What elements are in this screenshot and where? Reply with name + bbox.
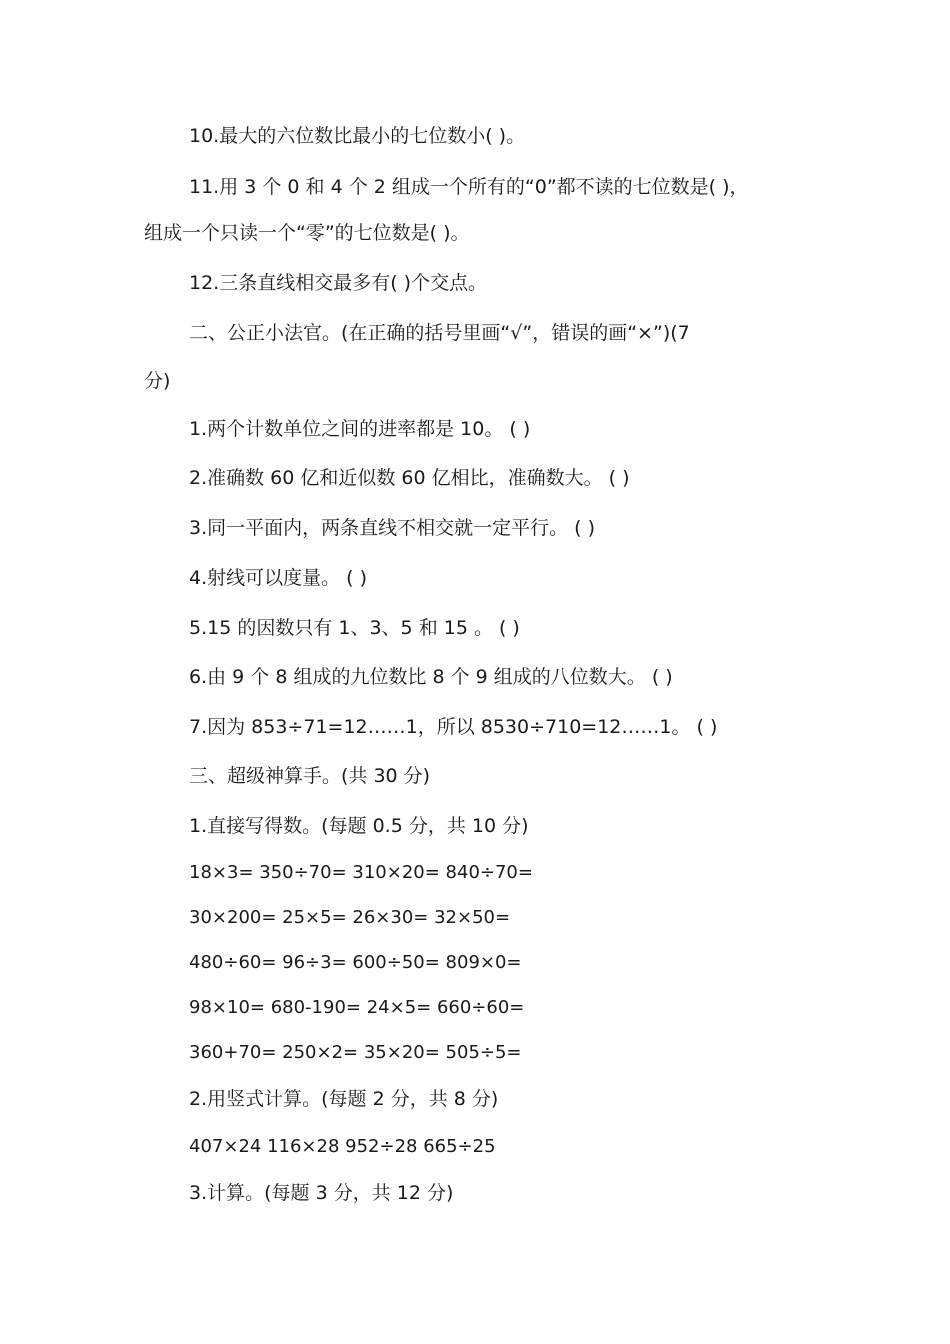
calc-row-2: 30×200= 25×5= 26×30= 32×50= [189, 907, 511, 928]
question-10: 10.最大的六位数比最小的七位数小( )。 [189, 125, 526, 147]
judge-item-4: 4.射线可以度量。 ( ) [189, 567, 368, 589]
subsection-direct-answers: 1.直接写得数。(每题 0.5 分，共 10 分) [189, 815, 529, 837]
question-11-continued: 组成一个只读一个“零”的七位数是( )。 [144, 222, 470, 244]
judge-item-7: 7.因为 853÷71=12……1，所以 8530÷710=12……1。 ( ) [189, 716, 718, 738]
section-2-heading: 二、公正小法官。(在正确的括号里画“√”，错误的画“×”)(7 [189, 322, 690, 344]
calc-row-3: 480÷60= 96÷3= 600÷50= 809×0= [189, 952, 522, 973]
subsection-compute: 3.计算。(每题 3 分，共 12 分) [189, 1182, 454, 1204]
judge-item-6: 6.由 9 个 8 组成的九位数比 8 个 9 组成的八位数大。 ( ) [189, 666, 673, 688]
section-3-heading: 三、超级神算手。(共 30 分) [189, 765, 431, 787]
question-12: 12.三条直线相交最多有( )个交点。 [189, 272, 488, 294]
calc-row-4: 98×10= 680-190= 24×5= 660÷60= [189, 997, 525, 1018]
question-11: 11.用 3 个 0 和 4 个 2 组成一个所有的“0”都不读的七位数是( )， [189, 176, 749, 198]
judge-item-3: 3.同一平面内，两条直线不相交就一定平行。 ( ) [189, 517, 596, 539]
section-2-heading-continued: 分) [144, 370, 171, 392]
judge-item-2: 2.准确数 60 亿和近似数 60 亿相比，准确数大。 ( ) [189, 467, 630, 489]
calc-row-1: 18×3= 350÷70= 310×20= 840÷70= [189, 862, 533, 883]
judge-item-1: 1.两个计数单位之间的进率都是 10。 ( ) [189, 418, 531, 440]
judge-item-5: 5.15 的因数只有 1、3、5 和 15 。 ( ) [189, 617, 520, 639]
subsection-vertical-calc: 2.用竖式计算。(每题 2 分，共 8 分) [189, 1088, 499, 1110]
calc-row-5: 360+70= 250×2= 35×20= 505÷5= [189, 1042, 522, 1063]
vertical-calc-row: 407×24 116×28 952÷28 665÷25 [189, 1136, 496, 1157]
